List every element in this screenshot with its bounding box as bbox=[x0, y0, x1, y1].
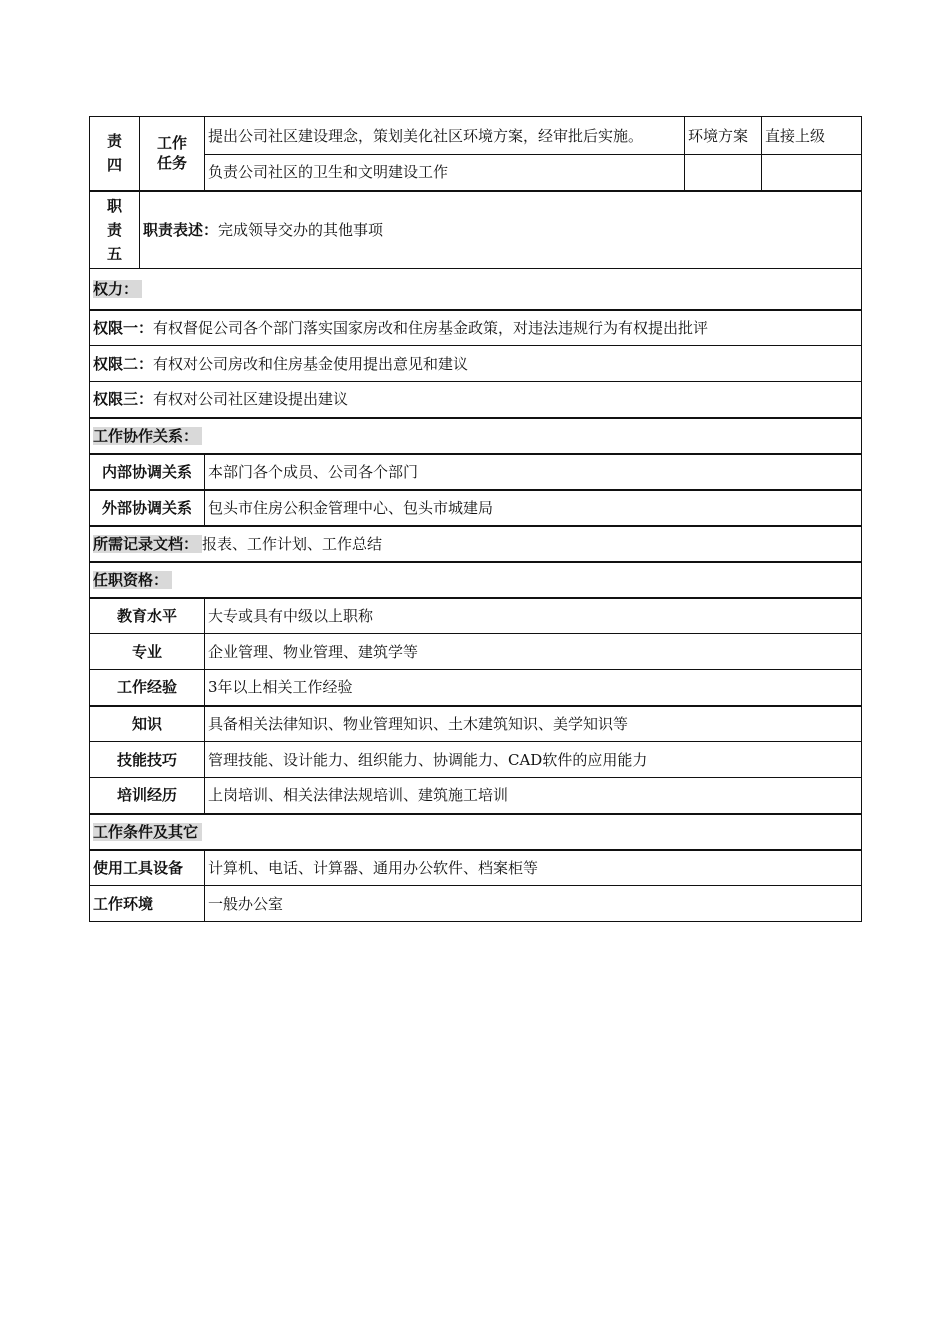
duty5-desc-text: 完成领导交办的其他事项 bbox=[218, 220, 384, 239]
relations-internal-label: 内部协调关系 bbox=[90, 454, 205, 490]
conditions-tools-label: 使用工具设备 bbox=[90, 850, 205, 886]
relations-heading: 工作协作关系： bbox=[93, 427, 202, 445]
qualifications-heading-cell bbox=[90, 562, 862, 598]
records-label: 所需记录文档： bbox=[93, 535, 202, 553]
duty4-output-1: 环境方案 bbox=[685, 117, 762, 155]
authority-item-2-cell bbox=[90, 346, 862, 382]
qualification-row-knowledge bbox=[90, 706, 862, 742]
duty5-label-line2: 责 bbox=[106, 220, 122, 239]
relations-heading-row bbox=[90, 418, 862, 454]
qualification-value-major: 企业管理、物业管理、建筑学等 bbox=[205, 634, 862, 670]
qualification-label-training: 培训经历 bbox=[90, 778, 205, 814]
duty5-desc-label: 职责表述： bbox=[143, 220, 219, 239]
qualification-value-education: 大专或具有中级以上职称 bbox=[205, 598, 862, 634]
authority-item-1 bbox=[90, 310, 862, 346]
authority-item-3-cell bbox=[90, 382, 862, 418]
qualification-label-skills: 技能技巧 bbox=[90, 742, 205, 778]
duty4-sublabel-line1: 工作 bbox=[156, 134, 187, 153]
duty4-report-1: 直接上级 bbox=[762, 117, 862, 155]
duty5-label-line3: 五 bbox=[106, 244, 122, 263]
conditions-tools-row bbox=[90, 850, 862, 886]
records-row bbox=[90, 526, 862, 562]
duty5-label bbox=[90, 191, 140, 269]
job-description-document bbox=[89, 116, 861, 922]
qualification-label-education: 教育水平 bbox=[90, 598, 205, 634]
qualification-row-major bbox=[90, 634, 862, 670]
conditions-tools-value: 计算机、电话、计算器、通用办公软件、档案柜等 bbox=[205, 850, 862, 886]
qualification-label-experience: 工作经验 bbox=[90, 670, 205, 706]
conditions-heading-row bbox=[90, 814, 862, 850]
relations-external-value: 包头市住房公积金管理中心、包头市城建局 bbox=[205, 490, 862, 526]
qualification-label-major: 专业 bbox=[90, 634, 205, 670]
authority-item-1-cell bbox=[90, 310, 862, 346]
qualification-row-education bbox=[90, 598, 862, 634]
job-description-table bbox=[89, 116, 862, 922]
authority-item-1-text: 有权督促公司各个部门落实国家房改和住房基金政策，对违法违规行为有权提出批评 bbox=[153, 318, 709, 337]
conditions-env-value: 一般办公室 bbox=[205, 886, 862, 922]
duty5-description bbox=[140, 191, 862, 269]
duty4-label-line1: 责 bbox=[106, 132, 122, 151]
conditions-heading: 工作条件及其它 bbox=[93, 823, 202, 841]
relations-heading-cell bbox=[90, 418, 862, 454]
qualifications-heading-row bbox=[90, 562, 862, 598]
duty4-task-1: 提出公司社区建设理念，策划美化社区环境方案，经审批后实施。 bbox=[205, 117, 685, 155]
authority-heading: 权力： bbox=[93, 280, 142, 298]
duty4-sublabel-line2: 任务 bbox=[156, 154, 187, 173]
relations-external-row bbox=[90, 490, 862, 526]
duty4-label bbox=[90, 117, 140, 191]
duty4-row-1 bbox=[90, 117, 862, 155]
qualification-value-knowledge: 具备相关法律知识、物业管理知识、土木建筑知识、美学知识等 bbox=[205, 706, 862, 742]
authority-item-3-label: 权限三： bbox=[93, 390, 154, 409]
conditions-heading-cell bbox=[90, 814, 862, 850]
authority-heading-cell bbox=[90, 269, 862, 310]
conditions-env-label: 工作环境 bbox=[90, 886, 205, 922]
duty4-task-2: 负责公司社区的卫生和文明建设工作 bbox=[205, 155, 685, 191]
duty4-output-2 bbox=[685, 155, 762, 191]
relations-internal-row bbox=[90, 454, 862, 490]
duty5-row bbox=[90, 191, 862, 269]
authority-item-2-text: 有权对公司房改和住房基金使用提出意见和建议 bbox=[153, 354, 469, 373]
qualification-value-skills: 管理技能、设计能力、组织能力、协调能力、CAD软件的应用能力 bbox=[205, 742, 862, 778]
qualification-row-training bbox=[90, 778, 862, 814]
duty4-sublabel bbox=[140, 117, 205, 191]
qualification-value-experience: 3年以上相关工作经验 bbox=[205, 670, 862, 706]
records-value: 报表、工作计划、工作总结 bbox=[202, 534, 383, 553]
duty4-report-2 bbox=[762, 155, 862, 191]
authority-heading-row bbox=[90, 269, 862, 310]
duty4-row-2 bbox=[90, 155, 862, 191]
authority-item-3-text: 有权对公司社区建设提出建议 bbox=[153, 390, 349, 409]
qualification-value-training: 上岗培训、相关法律法规培训、建筑施工培训 bbox=[205, 778, 862, 814]
qualification-row-skills bbox=[90, 742, 862, 778]
authority-item-3 bbox=[90, 382, 862, 418]
conditions-env-row bbox=[90, 886, 862, 922]
records-cell bbox=[90, 526, 862, 562]
qualification-row-experience bbox=[90, 670, 862, 706]
authority-item-2 bbox=[90, 346, 862, 382]
authority-item-2-label: 权限二： bbox=[93, 354, 154, 373]
authority-item-1-label: 权限一： bbox=[93, 318, 154, 337]
qualification-label-knowledge: 知识 bbox=[90, 706, 205, 742]
relations-external-label: 外部协调关系 bbox=[90, 490, 205, 526]
relations-internal-value: 本部门各个成员、公司各个部门 bbox=[205, 454, 862, 490]
qualifications-heading: 任职资格： bbox=[93, 571, 172, 589]
duty4-label-line2: 四 bbox=[106, 156, 122, 175]
duty5-label-line1: 职 bbox=[106, 196, 122, 215]
